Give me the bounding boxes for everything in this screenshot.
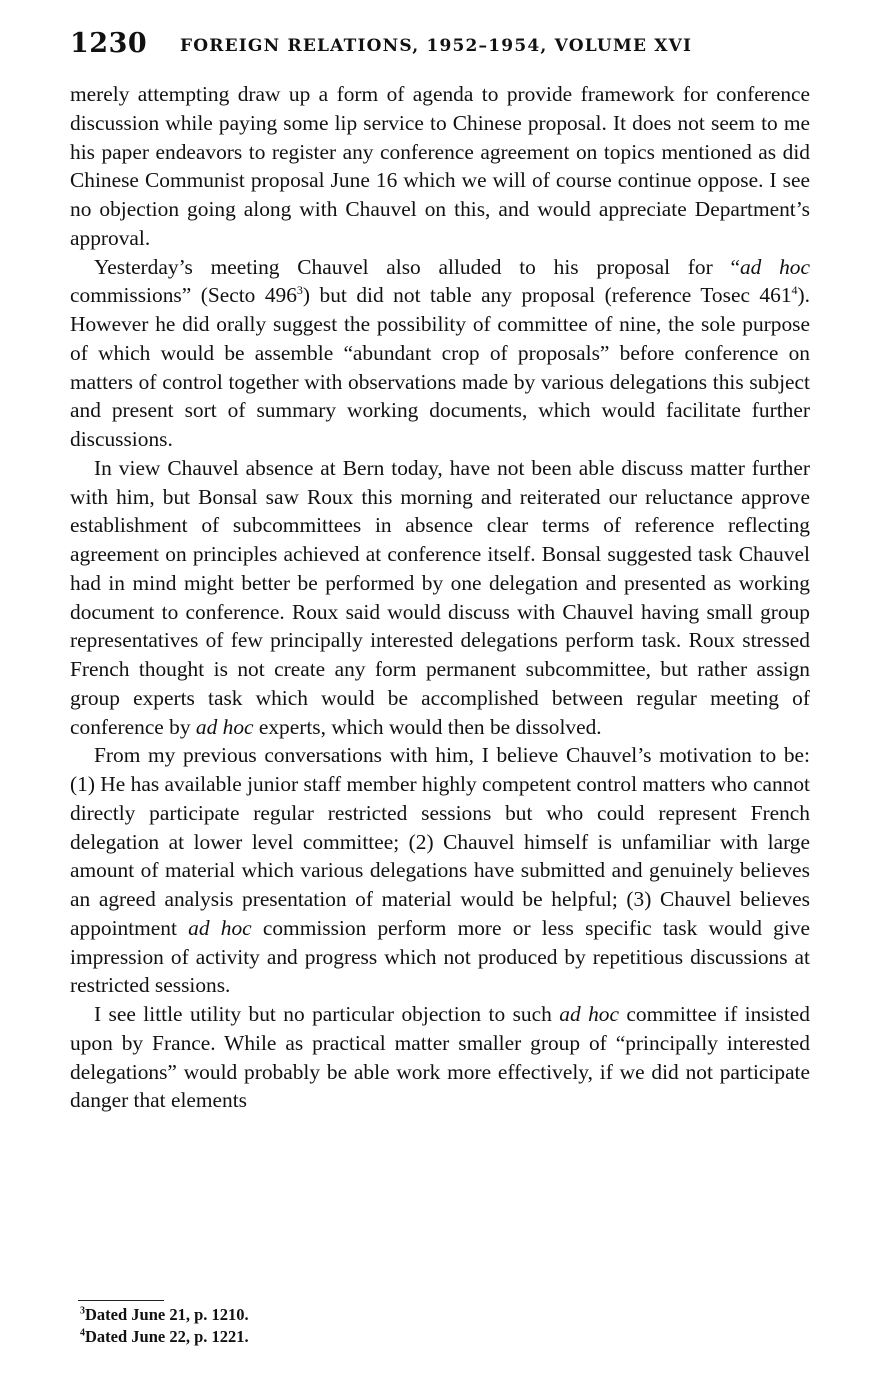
italic-ad-hoc: ad hoc: [739, 254, 811, 279]
footnote-reference-3: 3: [296, 283, 303, 298]
italic-ad-hoc: ad hoc: [559, 1002, 619, 1026]
body-text: [70, 80, 810, 1115]
paragraph-5: [70, 1000, 810, 1115]
paragraph-4-text-c: commission perform more or less specific task would give impression of activity and progress which not produced by repetitious discussions at restricted sessions.: [70, 915, 811, 998]
footnote-text: Dated June 21, p. 1210.: [85, 1305, 249, 1324]
running-head: [70, 28, 810, 68]
paragraph-2-text-d: ) but did not table any proposal (reference Tosec 461: [302, 283, 792, 308]
page-number: 1230: [70, 28, 148, 59]
paragraph-3: [70, 454, 810, 742]
footnotes: [80, 1304, 780, 1348]
running-title: FOREIGN RELATIONS, 1952–1954, VOLUME XVI: [180, 36, 693, 56]
footnote-reference-4: 4: [791, 283, 798, 298]
paragraph-2-text-a: Yesterday’s meeting Chauvel also alluded to his proposal for “: [94, 254, 740, 279]
paragraph-1-text: merely attempting draw up a form of agenda to provide framework for conference discussion while paying some lip service to Chinese proposal. It does not seem to me his paper endeavors to register any conference agreement on topics mentioned as did Chinese Communist proposal June 16 which we will of course continue oppose. I see no objection going along with Chauvel on this, and would appreciate Department’s approval.: [70, 82, 810, 250]
italic-ad-hoc: ad hoc: [195, 714, 254, 739]
footnote-3: [80, 1304, 780, 1326]
footnote-4: [80, 1326, 780, 1348]
footnote-marker: 3: [80, 1305, 85, 1317]
paragraph-5-text-a: I see little utility but no particular objection to such: [94, 1002, 560, 1026]
paragraph-5-text-c: committee if insisted upon by France. While as practical matter smaller group of “principally interested delegations” would probably be able work more effectively, if we did not participate danger that elements: [70, 1002, 810, 1113]
paragraph-3-text-a: In view Chauvel absence at Bern today, have not been able discuss matter further with him, but Bonsal saw Roux this morning and reiterated our reluctance approve establishment of subcommittees in absence clear terms of reference reflecting agreement on principles achieved at conference itself. Bonsal suggested task Chauvel had in mind might better be performed by one delegation and presented as working document to conference. Roux said would discuss with Chauvel having small group representatives of few principally interested delegations perform task. Roux stressed French thought is not create any form permanent subcommittee, but rather assign group experts task which would be accomplished between regular meeting of conference by: [70, 455, 810, 739]
paragraph-2-text-c: commissions” (Secto 496: [70, 283, 297, 308]
paragraph-2-text-e: ). However he did orally suggest the possibility of committee of nine, the sole purpose of which would be assemble “abundant crop of proposals” before conference on matters of control together with observations made by various delegations this subject and present sort of summary working documents, which would facilitate further discussions.: [70, 283, 810, 451]
paragraph-3-text-c: experts, which would then be dissolved.: [253, 714, 602, 739]
paragraph-1: [70, 80, 810, 253]
paragraph-4: [70, 741, 810, 1000]
paragraph-2: [70, 253, 810, 454]
paragraph-4-text-a: From my previous conversations with him, I believe Chauvel’s motivation to be: (1) He has available junior staff member highly competent control matters who cannot directly participate regular restricted sessions but who could represent French delegation at lower level committee; (2) Chauvel himself is unfamiliar with large amount of material which various delegations have submitted and genuinely believes an agreed analysis presentation of material would be helpful; (3) Chauvel believes appointment: [70, 743, 810, 940]
footnote-marker: 4: [80, 1327, 85, 1339]
footnote-divider: [78, 1300, 164, 1301]
footnote-text: Dated June 22, p. 1221.: [85, 1327, 249, 1346]
italic-ad-hoc: ad hoc: [188, 915, 252, 940]
